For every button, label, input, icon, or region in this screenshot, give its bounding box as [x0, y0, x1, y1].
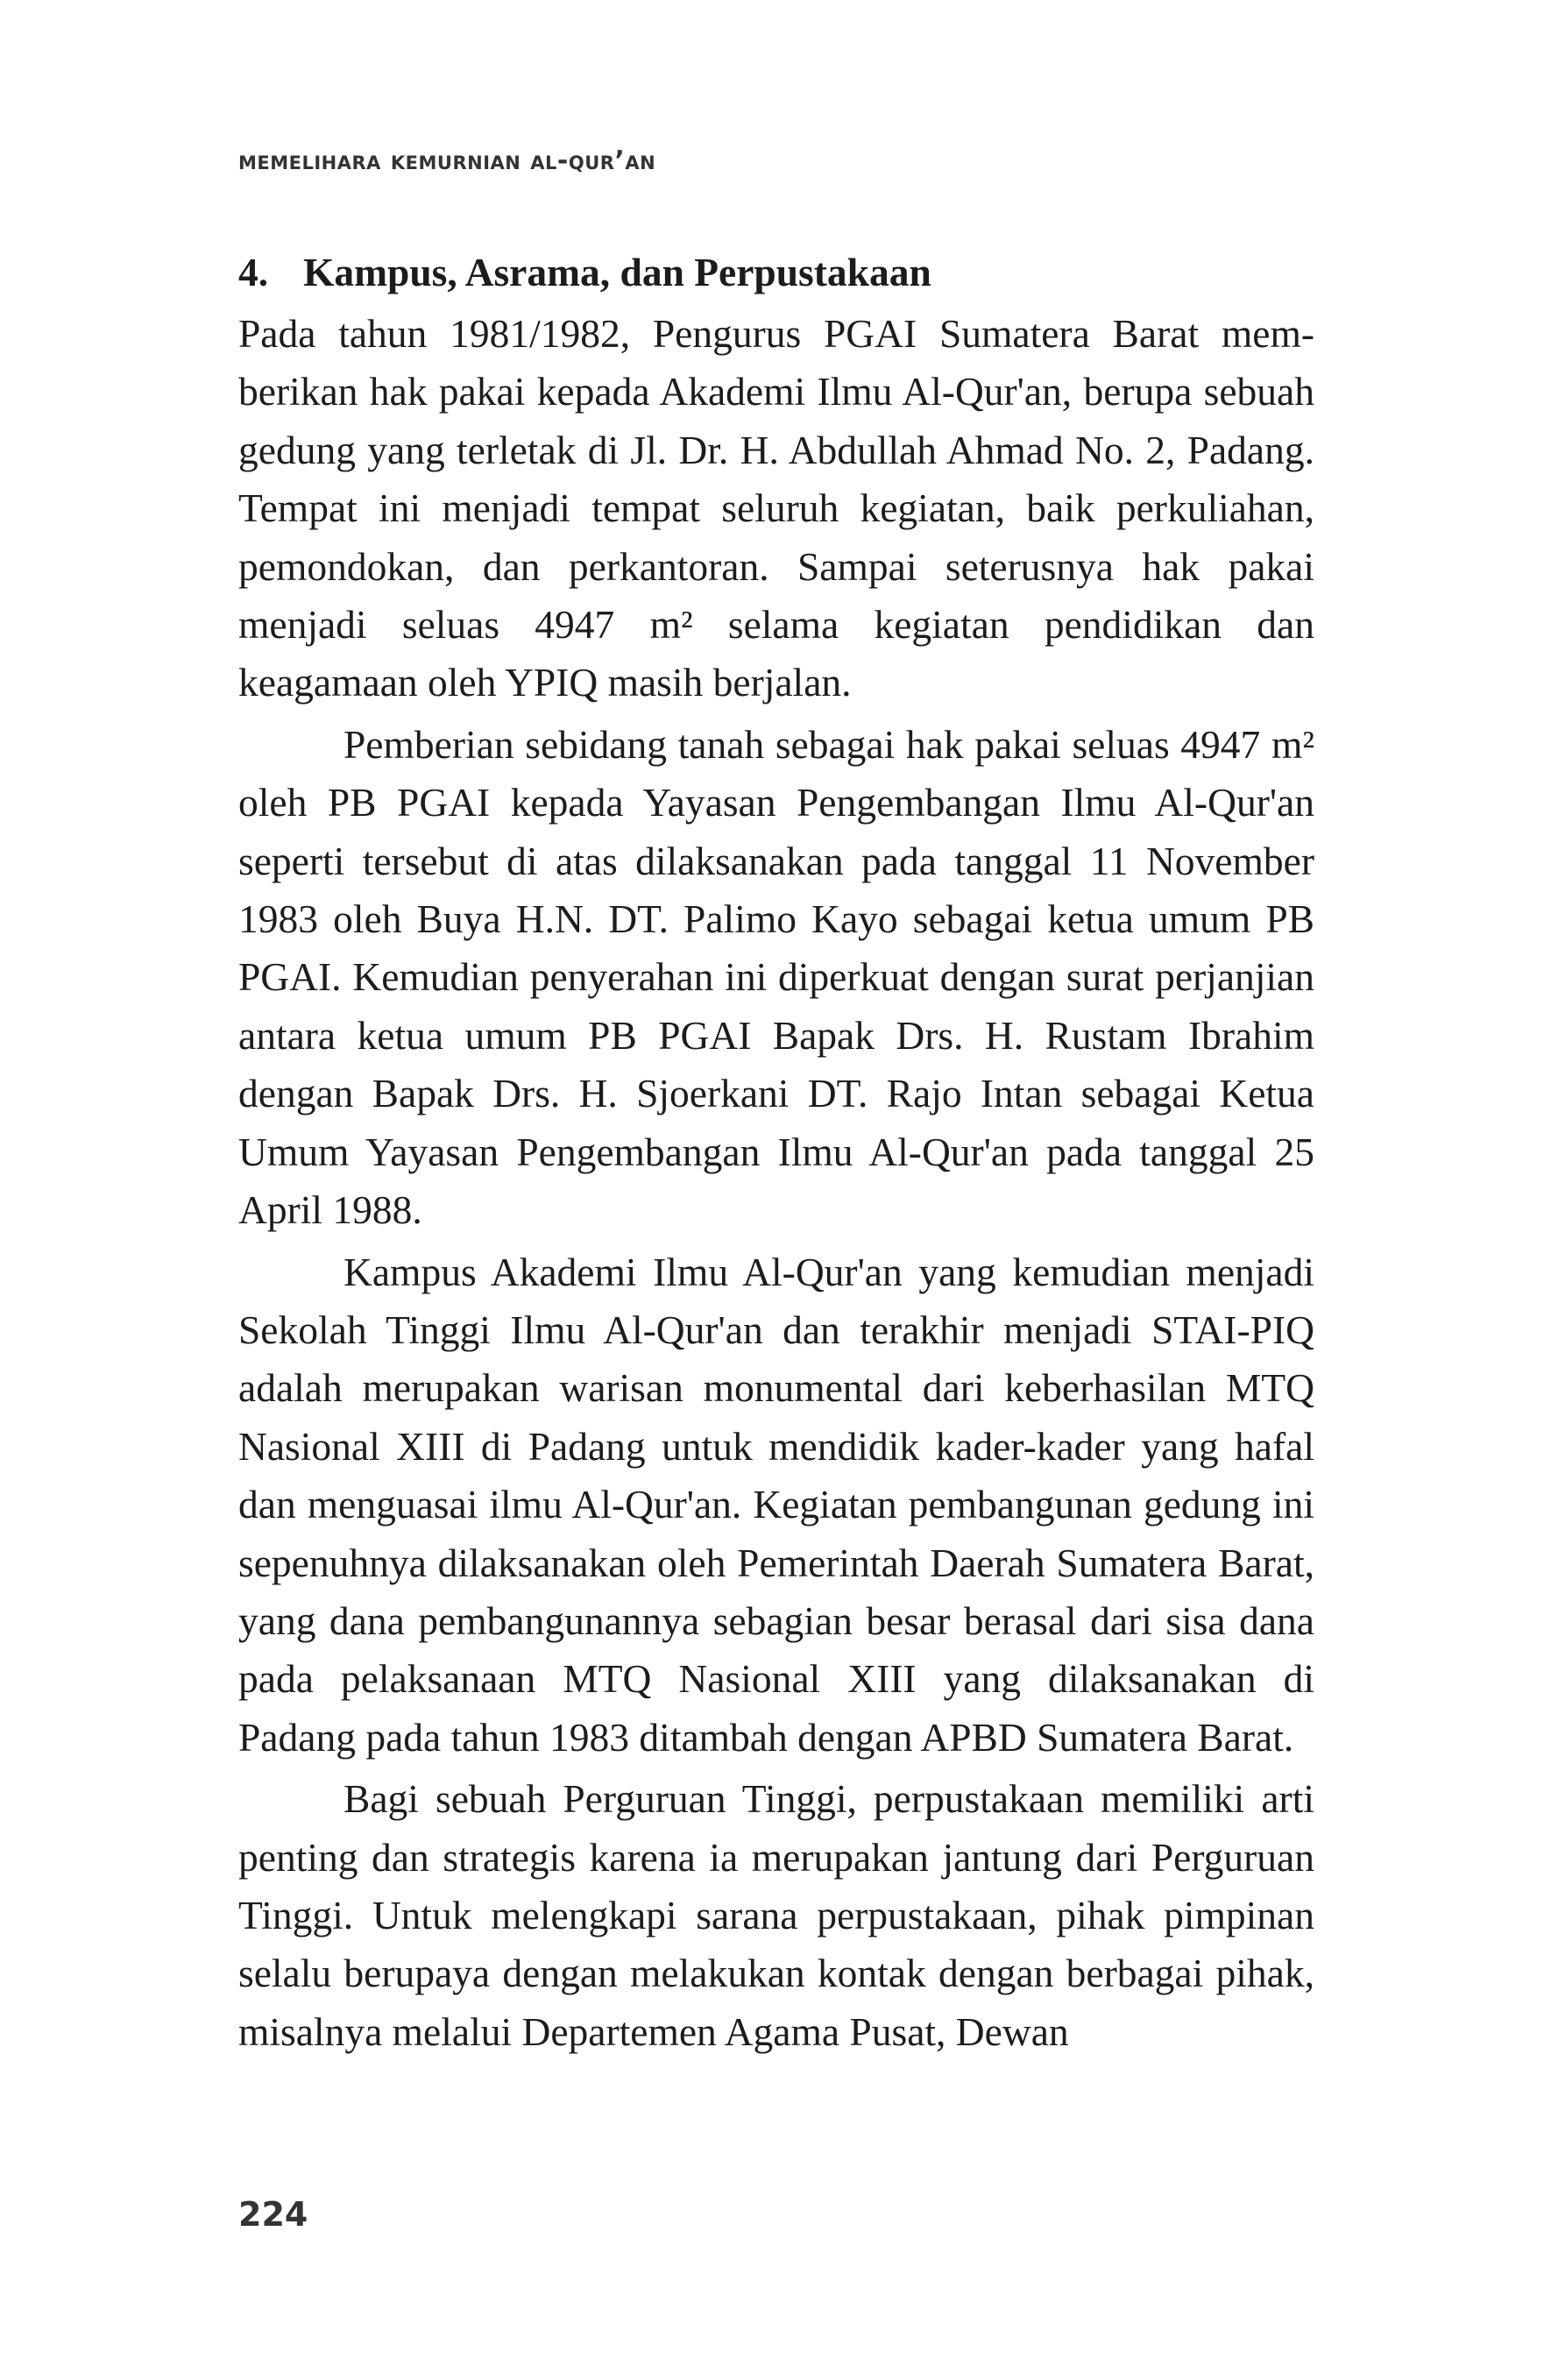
paragraph: Bagi sebuah Perguruan Tinggi, perpustakaan memiliki arti penting dan strategis karena ia merupakan jantung dari Perguruan Tinggi. Untuk melengkapi sarana perpustakaan, pihak pimpinan selalu berupaya dengan melakukan kontak dengan berbagai pihak, misalnya melalui Departemen Agama Pusat, Dewan [238, 1776, 1314, 2054]
paragraph: Pemberian sebidang tanah sebagai hak pakai seluas 4947 m² oleh PB PGAI kepada Yayasan Pengembangan Ilmu Al-Qur'an seperti tersebut di atas dilaksanakan pada tanggal 11 November 1983 oleh Buya H.N. DT. Palimo Kayo sebagai ketua umum PB PGAI. Kemudian penyerahan ini diperkuat dengan surat perjanjian antara ketua umum PB PGAI Bapak Drs. H. Rustam Ibrahim dengan Bapak Drs. H. Sjoerkani DT. Rajo Intan sebagai Ketua Umum Yayasan Pengembangan Ilmu Al-Qur'an pada tanggal 25 April 1988. [238, 721, 1314, 1233]
page-number: 224 [238, 2195, 308, 2234]
section-number: 4. [238, 250, 269, 294]
paragraph: Kampus Akademi Ilmu Al-Qur'an yang kemudian menjadi Sekolah Tinggi Ilmu Al-Qur'an dan terakhir menjadi STAI-PIQ adalah merupakan warisan monumental dari keberhasilan MTQ Nasional XIII di Padang untuk mendidik kader-kader yang hafal dan menguasai ilmu Al-Qur'an. Kegiatan pembangunan gedung ini sepenuhnya dilaksanakan oleh Pemerintah Daerah Sumatera Barat, yang dana pembangunannya sebagian besar berasal dari sisa dana pada pelaksanaan MTQ Nasional XIII yang dilaksanakan di Padang pada tahun 1983 ditambah dengan APBD Sumatera Barat. [238, 1249, 1314, 1760]
running-header: memelihara kemurnian al-qur’an [238, 145, 656, 176]
section-heading [238, 244, 1314, 301]
page-body [238, 244, 1314, 2061]
paragraph: Pada tahun 1981/1982, Pengurus PGAI Sumatera Barat memberikan hak pakai kepada Akademi Ilmu Al-Qur'an, berupa sebuah gedung yang terletak di Jl. Dr. H. Abdullah Ahmad No. 2, Padang. Tempat ini menjadi tempat seluruh kegiatan, baik perkuliahan, pemondokan, dan perkantoran. Sampai seterusnya hak pakai menjadi seluas 4947 m² selama kegiatan pendidikan dan keagamaan oleh YPIQ masih berjalan. [238, 311, 1314, 705]
section-title: Kampus, Asrama, dan Perpustakaan [303, 250, 931, 294]
